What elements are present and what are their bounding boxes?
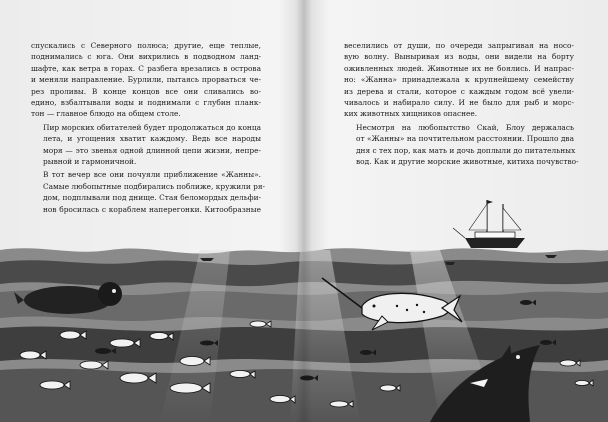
text-line: Пир морских обитателей будет продолжаться до конца: [43, 122, 261, 132]
text-line: шафте, как ветра в горах. С разбега врезались в острова: [31, 63, 261, 73]
text-line: оживленных людей. Животные их не боялись. И напрас-: [344, 63, 574, 73]
text-line: вую волну. Выныривая из воды, они видели на борту: [344, 52, 574, 62]
text-line: спускались с Северного полюса; другие, еще теплые,: [31, 41, 261, 50]
text-line: В тот вечер все они почуяли приближение «Жанны».: [43, 170, 261, 180]
text-line: но: «Жанна» принадлежала к крупнейшему семейству: [344, 75, 574, 85]
text-line: веселились от души, по очереди запрыгивая на носо-: [344, 41, 574, 50]
sailing-ship-icon: [453, 200, 525, 248]
text-line: дом, подплывали под днище. Стая беломордых дельфи-: [43, 193, 261, 203]
text-line: от «Жанны» на почтительном расстоянии. Прошло два: [356, 134, 574, 144]
text-line: из дерева и стали, которое с каждым годом всё увели-: [344, 86, 574, 96]
text-line: рез проливы. В конце концов все они сливались во-: [31, 86, 261, 96]
text-line: и меняли направление. Бурлили, пытаясь прорваться че-: [31, 75, 261, 85]
text-line: едино, взбалтывали воды и поднимали с глубин планк-: [31, 98, 261, 108]
text-line: моря — это звенья одной длинной цепи жизни, непре-: [43, 145, 261, 155]
text-line: Самые любопытные подбирались поближе, кружили ря-: [43, 181, 266, 191]
text-line: чивалось и набирало силу. И не было для рыб и морс-: [344, 98, 574, 108]
text-line: рывной и гармоничной.: [43, 157, 137, 167]
text-line: лета, и угощения хватит каждому. Ведь все народы: [43, 134, 261, 144]
text-line: тон — главное блюдо на общем столе.: [31, 109, 181, 119]
text-line: Несмотря на любопытство Скай, Блоу держалась: [356, 122, 574, 132]
text-line: дня с тех пор, как мать и дочь доплыли до питательных: [356, 145, 576, 155]
book-gutter: [296, 0, 312, 422]
text-line: нов бросилась с кораблем наперегонки. Китообразные: [43, 204, 261, 214]
text-line: поднимались с юга. Они вихрились в подводном ланд-: [31, 52, 261, 62]
text-line: ких животных хищников опаснее.: [344, 109, 478, 119]
text-line: вод. Как и другие морские животные, китиха почувство-: [356, 157, 579, 167]
